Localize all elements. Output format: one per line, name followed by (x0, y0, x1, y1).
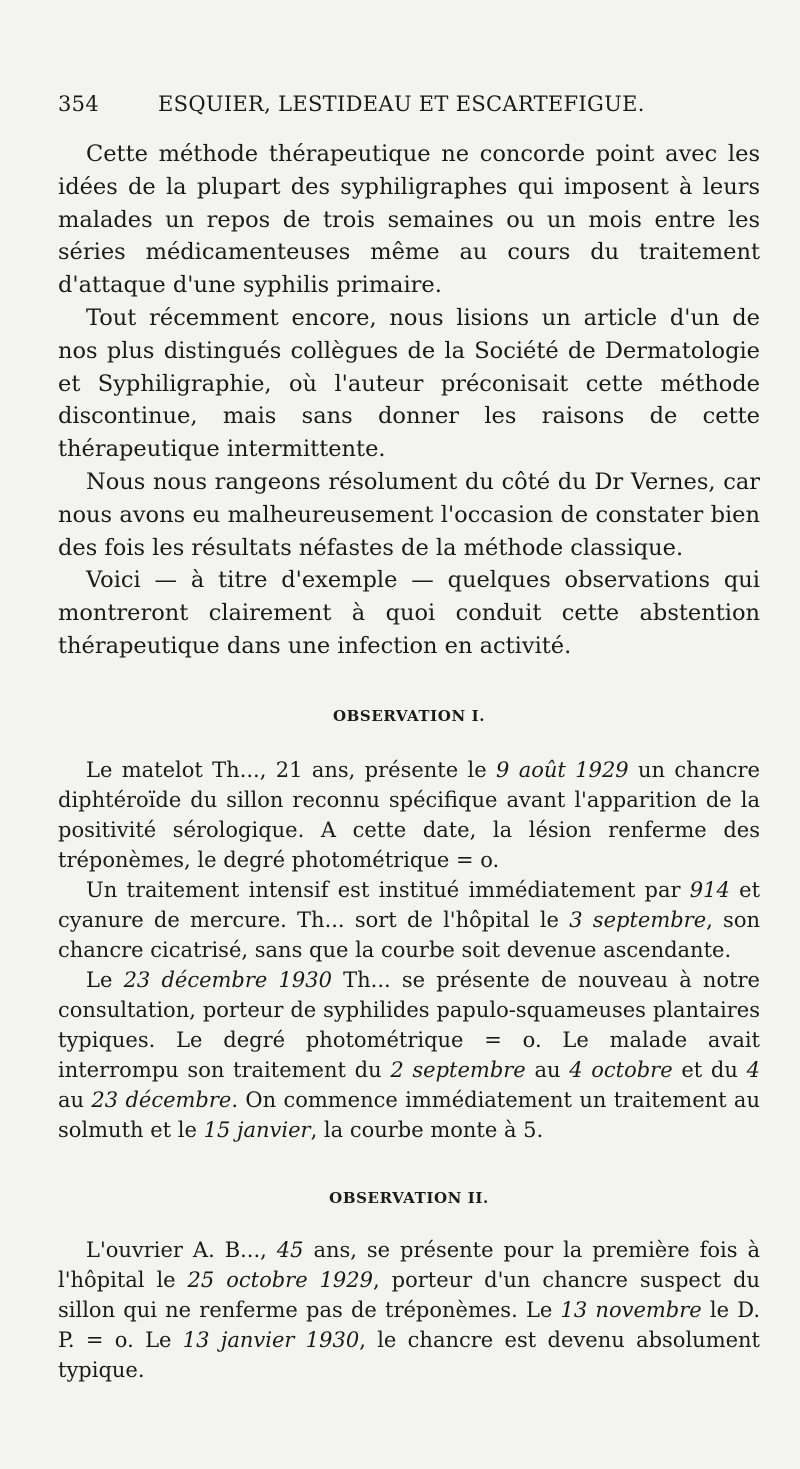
observation-1-paragraph-2: Un traitement intensif est institué immédiatement par 914 et cyanure de mercure. Th... sort de l'hôpital le 3 septembre, son chancre cicatrisé, sans que la courbe soit devenue ascendante. (58, 877, 761, 962)
observation-1-paragraph-3: Le 23 décembre 1930 Th... se présente de nouveau à notre consultation, porteur de syphilides papulo-squameuses plantaires typiques. Le degré photométrique = o. Le malade avait interrompu son traitement du 2 septembre au 4 octobre et du 4 au 23 décembre. On commence immédiatement un traitement au solmuth et le 15 janvier, la courbe monte à 5. (58, 967, 760, 1142)
paragraph-4: Voici — à titre d'exemple — quelques observations qui montreront clairement à quoi conduit cette abstention thérapeutique dans une infection en activité. (58, 567, 760, 659)
page-number: 354 (58, 92, 99, 116)
paragraph-1: Cette méthode thérapeutique ne concorde point avec les idées de la plupart des syphiligraphes qui imposent à leurs malades un repos de trois semaines ou un mois entre les séries médicamenteuses même au cours du traitement d'attaque d'une syphilis primaire. (58, 141, 760, 299)
running-head: ESQUIER, LESTIDEAU ET ESCARTEFIGUE. (158, 92, 645, 116)
observation-2-heading: OBSERVATION II. (329, 1188, 489, 1207)
page-header (58, 92, 760, 116)
observation-1-heading: OBSERVATION I. (332, 706, 486, 725)
observation-1-paragraph-1: Le matelot Th..., 21 ans, présente le 9 août 1929 un chancre diphtéroïde du sillon reconnu spécifique avant l'apparition de la positivité sérologique. A cette date, la lésion renferme des tréponèmes, le degré photométrique = o. (58, 757, 760, 872)
observation-2-paragraph-1: L'ouvrier A. B..., 45 ans, se présente pour la première fois à l'hôpital le 25 octobre 1929, porteur d'un chancre suspect du sillon qui ne renferme pas de tréponèmes. Le 13 novembre le D. P. = o. Le 13 janvier 1930, le chancre est devenu absolument typique. (58, 1237, 760, 1382)
paragraph-2: Tout récemment encore, nous lisions un article d'un de nos plus distingués collègues de la Société de Dermatologie et Syphiligraphie, où l'auteur préconisait cette méthode discontinue, mais sans donner les raisons de cette thérapeutique intermittente. (58, 304, 760, 463)
paragraph-3: Nous nous rangeons résolument du côté du Dr Vernes, car nous avons eu malheureusement l'occasion de constater bien des fois les résultats néfastes de la méthode classique. (58, 468, 760, 561)
